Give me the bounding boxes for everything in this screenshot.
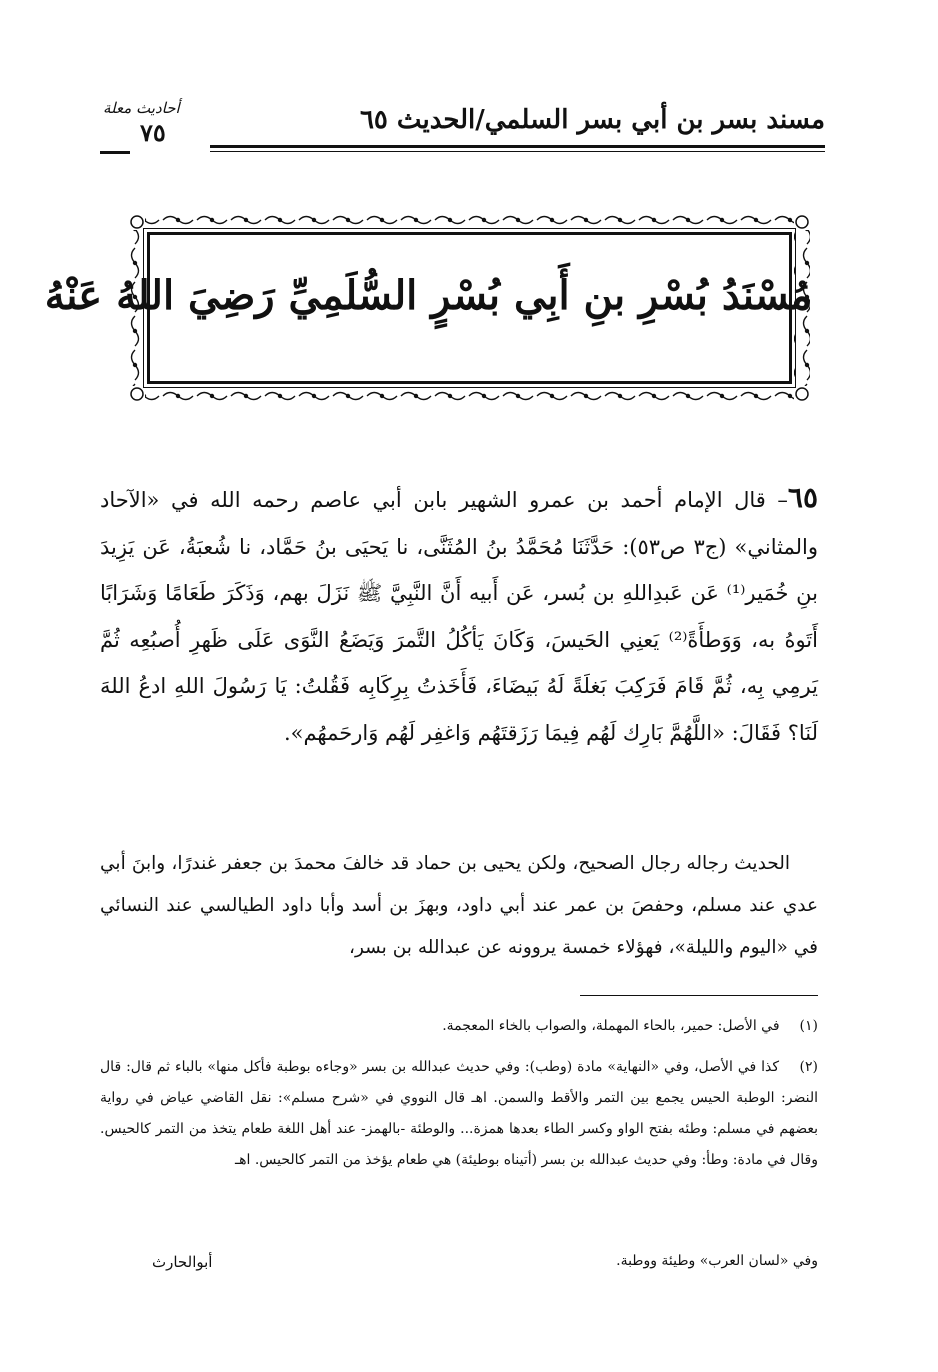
page-number-rule — [100, 151, 130, 154]
hadith-text: – قال الإمام أحمد بن عمرو الشهير بابن أبي عاصم رحمه الله في «الآحاد والمثاني» (ج٣ ص٥٣): حَدَّثَنَا مُحَمَّدُ بنُ المُثَنَّى، نا يَحيَى بنُ حَمَّاد، نا شُعبَةُ، عَن يَزِيدَ بنِ خُمَير⁽¹⁾ عَن عَبدِاللهِ بن بُسر، عَن أَبيه أَنَّ النَّبِيَّ ﷺ نَزَلَ بهم، وَذَكَرَ طَعَامًا وَشَرَابًا أَتَوهُ به، وَوَطأَةً⁽²⁾ يَعنِي الحَيسَ، وَكَانَ يَأكُلُ التَّمرَ وَيَضَعُ النَّوَى عَلَى ظَهرِ أُصبُعِه ثُمَّ يَرمِي بِه، ثُمَّ قَامَ فَرَكِبَ بَغلَةً لَهُ بَيضَاءَ، فَأَخَذتُ بِرِكَابِه فَقُلتُ: يَا رَسُولَ اللهِ ادعُ اللهَ لَنَا؟ فَقَالَ: «اللَّهُمَّ بَارِك لَهُم فِيمَا رَزَقتَهُم وَاغفِر لَهُم وَارحَمهُم». — [100, 488, 818, 745]
header-rule — [210, 145, 825, 148]
footnote-2 — [100, 1052, 818, 1176]
footnote-mark: (١) — [799, 1018, 818, 1034]
handwritten-page-note: أحاديث معلة — [103, 99, 180, 117]
header-rule-thin — [210, 151, 825, 152]
footnote-separator — [580, 995, 818, 996]
signature: أبوالحارث — [152, 1253, 213, 1271]
footnote-text: كذا في الأصل، وفي «النهاية» مادة (وطب): وفي حديث عبدالله بن بسر «وجاءه بوطبة فأكل منها» بالباء ثم قال: قال النضر: الوطبة الحيس يجمع بين التمر والأقط والسمن. اهـ قال النووي في «شرح مسلم»: نقل القاضي عياض في رواية بعضهم في مسلم: وطئه بفتح الواو وكسر الطاء بعدها همزة... والوطئة -بالهمز- عند أهل اللغة طعام يتخذ من التمر كالحيس. وقال في مادة: وطأ: وفي حديث عبدالله بن بسر (أتيناه بوطيئة) هي طعام يؤخذ من التمر كالحيس. اهـ — [100, 1059, 818, 1168]
footnote-text: في الأصل: حمير، بالحاء المهملة، والصواب بالخاء المعجمة. — [442, 1018, 780, 1034]
footnote-mark: (٢) — [799, 1059, 818, 1075]
page-header — [95, 99, 825, 157]
page-number: ٧٥ — [140, 118, 166, 147]
hadith-paragraph — [100, 475, 818, 756]
footnote-last-line: وفي «لسان العرب» وطيئة ووطبة. — [616, 1253, 818, 1269]
hadith-number: ٦٥ — [787, 481, 818, 514]
commentary-paragraph: الحديث رجاله رجال الصحيح، ولكن يحيى بن حماد قد خالفَ محمدَ بن جعفر غندرًا، وابنَ أبي عدي عند مسلم، وحفصَ بن عمر عند أبي داود، وبهزَ بن أسد وأبا داود الطيالسي عند النسائي في «اليوم والليلة»، فهؤلاء خمسة يروونه عن عبدالله بن بسر، — [100, 853, 818, 958]
section-title: مُسْنَدُ بُسْرِ بنِ أَبِي بُسْرٍ السُّلَمِيِّ رَضِيَ اللهُ عَنْهُ — [44, 272, 812, 319]
ornamental-title-frame — [44, 212, 812, 404]
header-title: مسند بسر بن أبي بسر السلمي/الحديث ٦٥ — [359, 105, 825, 135]
footnote-1 — [100, 1011, 818, 1042]
